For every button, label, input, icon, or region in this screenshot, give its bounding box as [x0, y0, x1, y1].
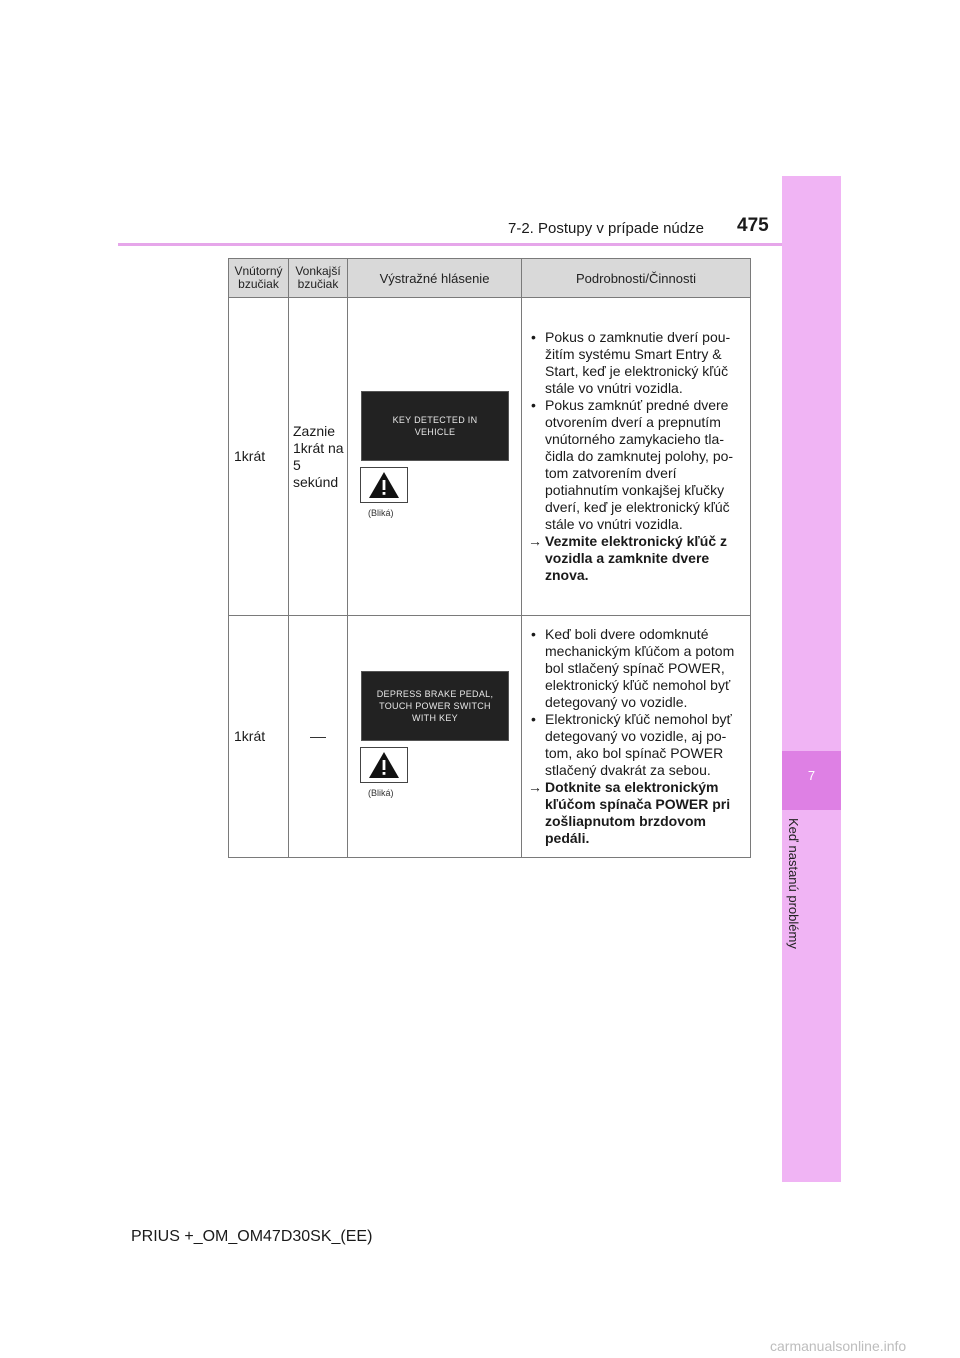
action-text: Vezmite elektronický kľúč z vozidla a zamknite dvere znova.: [545, 533, 728, 583]
chapter-number: 7: [807, 768, 816, 783]
dash-icon: [310, 737, 326, 738]
display-line: WITH KEY: [412, 713, 458, 723]
header-details: Podrobnosti/Činnosti: [522, 259, 751, 298]
table-header-row: [229, 259, 751, 298]
document-code: PRIUS +_OM_OM47D30SK_(EE): [131, 1228, 373, 1245]
header-internal-buzzer: Vnútorný bzučiak: [229, 259, 289, 298]
chapter-side-tab: [782, 176, 841, 1182]
list-item: • Pokus zamknúť predné dvere otvorením dverí a prepnutím vnútorného zamykacieho tla-čidla do zamknutej polohy, po-tom zatvorením dverí potiahnutím vonkajšej kľučky dverí, keď je elektronický kľúč stále vo vnútri vozidla.: [528, 397, 744, 533]
action-instruction: [528, 779, 744, 847]
internal-buzzer-cell: 1krát: [229, 298, 289, 616]
details-cell: [522, 298, 751, 616]
blink-label: (Bliká): [368, 508, 394, 518]
list-item: • Keď boli dvere odomknuté mechanickým kľúčom a potom bol stlačený spínač POWER, elektronický kľúč nemohol byť detegovaný vo vozidle.: [528, 626, 744, 711]
blink-label: (Bliká): [368, 788, 394, 798]
warning-triangle-icon: [360, 467, 408, 503]
header-warning-message: Výstražné hlásenie: [348, 259, 522, 298]
list-item: • Pokus o zamknutie dverí pou-žitím systému Smart Entry & Start, keď je elektronický kľúč stále vo vnútri vozidla.: [528, 329, 744, 397]
section-title: 7-2. Postupy v prípade núdze: [508, 220, 704, 237]
header-divider: [118, 243, 840, 246]
list-item: • Elektronický kľúč nemohol byť detegovaný vo vozidle, aj po-tom, ako bol spínač POWER stlačený dvakrát za sebou.: [528, 711, 744, 779]
display-line: DEPRESS BRAKE PEDAL,: [376, 689, 494, 699]
table-row: [229, 298, 751, 616]
external-buzzer-cell: Zaznie 1krát na 5 sekúnd: [289, 298, 348, 616]
details-list: [528, 626, 744, 779]
details-cell: [522, 616, 751, 858]
display-line: VEHICLE: [414, 427, 456, 437]
arrow-icon: →: [528, 779, 542, 795]
warning-table: [228, 258, 751, 858]
display-line: KEY DETECTED IN: [392, 415, 478, 425]
arrow-icon: →: [528, 533, 542, 549]
watermark-text: carmanualsonline.info: [770, 1338, 907, 1354]
warning-message-cell: [348, 616, 522, 858]
internal-buzzer-cell: 1krát: [229, 616, 289, 858]
warning-triangle-icon: [360, 747, 408, 783]
table-row: [229, 616, 751, 858]
display-line: TOUCH POWER SWITCH: [379, 701, 491, 711]
page-number: 475: [737, 215, 769, 236]
action-text: Dotknite sa elektronickým kľúčom spínača POWER pri zošliapnutom brzdovom pedáli.: [545, 779, 731, 846]
action-instruction: [528, 533, 744, 584]
header-external-buzzer: Vonkajší bzučiak: [289, 259, 348, 298]
warning-message-cell: [348, 298, 522, 616]
chapter-title: Keď nastanú problémy: [786, 818, 801, 949]
details-list: [528, 329, 744, 533]
external-buzzer-cell: [289, 616, 348, 858]
display-screen: [361, 671, 509, 741]
display-screen: [361, 391, 509, 461]
